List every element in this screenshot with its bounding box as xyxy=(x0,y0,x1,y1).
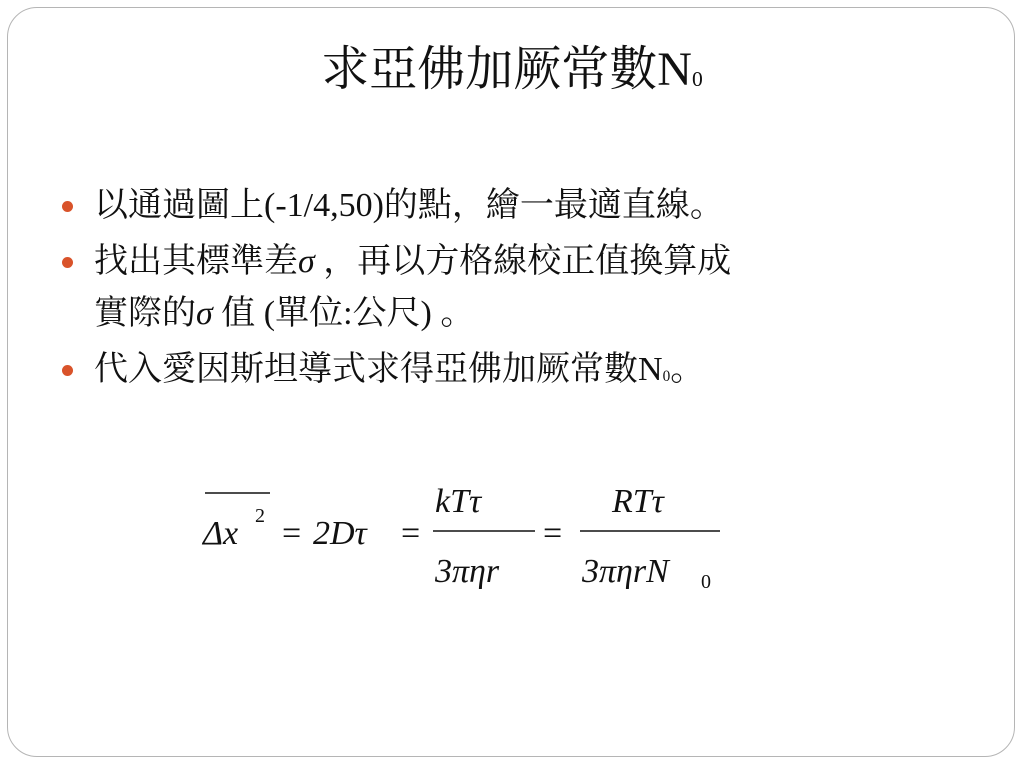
formula-eq1: = xyxy=(282,515,302,552)
slide-title-subscript: 0 xyxy=(691,67,703,92)
bullet-2-text-a: 找出其標準差 xyxy=(94,243,298,280)
sigma-symbol: σ xyxy=(298,243,315,280)
einstein-formula xyxy=(195,470,735,600)
bullet-dot xyxy=(62,365,73,376)
bullet-3-subscript: 0 xyxy=(662,367,671,385)
frac1-numerator: kTτ xyxy=(435,483,482,520)
bullet-item-2 xyxy=(62,236,862,340)
frac2-numerator: RTτ xyxy=(612,483,664,520)
bullet-item-1 xyxy=(62,180,862,232)
formula-mid: 2Dτ xyxy=(313,515,367,552)
sigma-symbol: σ xyxy=(196,295,213,332)
bullet-3-text-a: 代入愛因斯坦導式求得亞佛加厥常數N xyxy=(94,351,663,388)
bullet-2-text-d: 值 (單位:公尺) 。 xyxy=(221,295,475,332)
formula-lhs: Δx xyxy=(203,515,239,552)
slide-title-text: 求亞佛加厥常數N xyxy=(321,43,692,96)
bullet-2-text-c: 實際的 xyxy=(94,295,196,332)
frac2-denominator: 3πηrN xyxy=(582,553,669,590)
bullet-item-3 xyxy=(62,344,862,403)
formula-eq3: = xyxy=(543,515,563,552)
bullet-list xyxy=(62,180,862,407)
bullet-2-text-b: ，再以方格線校正值換算成 xyxy=(323,243,732,280)
bullet-1-text: 以通過圖上(-1/4,50)的點，繪一最適直線。 xyxy=(94,187,724,224)
slide-title xyxy=(0,40,1024,109)
frac1-denominator: 3πηr xyxy=(435,553,500,590)
formula-lhs-sup: 2 xyxy=(255,505,265,527)
bullet-3-text-b: 。 xyxy=(670,351,705,388)
bullet-dot xyxy=(62,257,73,268)
formula-svg xyxy=(195,470,735,600)
frac2-denominator-sub: 0 xyxy=(701,571,711,593)
formula-eq2: = xyxy=(401,515,421,552)
bullet-dot xyxy=(62,201,73,212)
